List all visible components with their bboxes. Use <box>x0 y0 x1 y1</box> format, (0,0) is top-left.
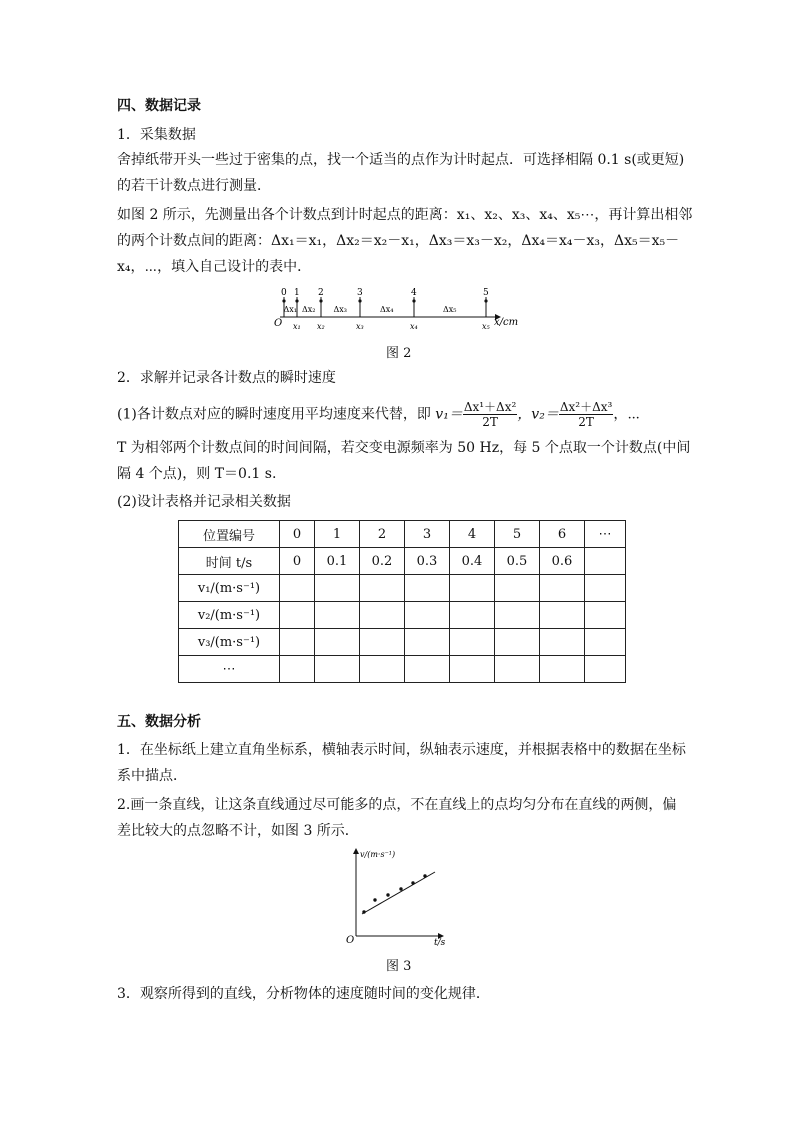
table-cell <box>450 656 495 683</box>
v1-label: v₁＝ <box>435 406 463 423</box>
formula-line <box>117 400 640 429</box>
table-cell <box>315 575 360 602</box>
fig2-segment-label: Δx₂ <box>302 305 316 314</box>
table-cell <box>540 629 585 656</box>
fig2-position-label: x₃ <box>356 322 364 331</box>
fig2-point-label: 2 <box>318 288 324 298</box>
table-cell <box>585 656 626 683</box>
table-row <box>179 575 626 602</box>
table-cell <box>280 656 315 683</box>
fig2-origin-label: O <box>274 318 283 329</box>
table-cell: 3 <box>405 521 450 548</box>
table-cell: ⋯ <box>585 521 626 548</box>
paragraph-line: 差比较大的点忽略不计，如图 3 所示． <box>117 823 359 839</box>
table-cell <box>315 656 360 683</box>
table-cell: 0 <box>280 521 315 548</box>
table-row-header: 时间 t/s <box>179 548 280 575</box>
table-row-header: v₂/(m·s⁻¹) <box>179 602 280 629</box>
table-cell: 0.5 <box>495 548 540 575</box>
data-point <box>373 898 376 901</box>
table-row-header: v₁/(m·s⁻¹) <box>179 575 280 602</box>
table-row <box>179 629 626 656</box>
paragraph-line: 的两个计数点间的距离：Δx₁＝x₁，Δx₂＝x₂－x₁，Δx₃＝x₃－x₂，Δx₄＝x₄－x₃，Δx₅＝x₅－ <box>117 233 680 249</box>
table-row-header: ⋯ <box>179 656 280 683</box>
formula-suffix: ，⋯ <box>613 406 640 423</box>
table-cell <box>450 629 495 656</box>
section5-heading: 五、数据分析 <box>117 714 201 730</box>
table-cell <box>360 629 405 656</box>
table-cell <box>360 602 405 629</box>
data-table <box>178 520 626 683</box>
table-cell <box>315 629 360 656</box>
fig2-count-point <box>319 299 322 302</box>
paragraph-line: T 为相邻两个计数点间的时间间隔，若交变电源频率为 50 Hz，每 5 个点取一个计数点(中间 <box>117 440 691 456</box>
fig2-position-label: x₅ <box>482 322 490 331</box>
sub-heading-collect: 1．采集数据 <box>117 127 196 143</box>
table-cell <box>540 602 585 629</box>
figure-2-tape-diagram <box>270 286 530 336</box>
table-cell: 0.6 <box>540 548 585 575</box>
fig2-position-label: x₁ <box>293 322 301 331</box>
figure-2-caption: 图 2 <box>386 346 412 361</box>
table-cell <box>450 575 495 602</box>
table-cell <box>495 575 540 602</box>
sub-heading-velocity: 2．求解并记录各计数点的瞬时速度 <box>117 370 336 386</box>
fig2-point-label: 5 <box>483 288 489 298</box>
table-row-header: v₃/(m·s⁻¹) <box>179 629 280 656</box>
paragraph-line: 的若干计数点进行测量． <box>117 178 271 194</box>
table-cell <box>405 575 450 602</box>
v2-numerator: Δx²＋Δx³ <box>559 400 613 414</box>
fig2-point-label: 4 <box>411 288 417 298</box>
figure-3-caption: 图 3 <box>386 959 412 974</box>
table-cell: 6 <box>540 521 585 548</box>
data-point <box>423 874 426 877</box>
table-cell <box>315 602 360 629</box>
table-cell <box>495 629 540 656</box>
data-point <box>386 893 389 896</box>
fig2-count-point <box>282 299 285 302</box>
fig3-origin-label: O <box>346 935 355 946</box>
fig2-segment-label: Δx₁ <box>283 305 297 314</box>
table-cell <box>540 575 585 602</box>
paragraph-line: (2)设计表格并记录相关数据 <box>117 494 291 510</box>
table-row <box>179 656 626 683</box>
data-point <box>411 881 414 884</box>
paragraph-line: 隔 4 个点)，则 T＝0.1 s. <box>117 466 277 482</box>
fig2-point-label: 0 <box>281 288 287 298</box>
fig2-count-point <box>295 299 298 302</box>
fig2-count-point <box>412 299 415 302</box>
fit-line <box>362 872 435 914</box>
paragraph-line: 舍掉纸带开头一些过于密集的点，找一个适当的点作为计时起点．可选择相隔 0.1 s(或更短) <box>117 152 685 168</box>
paragraph-line: 如图 2 所示，先测量出各个计数点到计时起点的距离：x₁、x₂、x₃、x₄、x₅⋯，再计算出相邻 <box>117 207 693 223</box>
table-cell: 0 <box>280 548 315 575</box>
table-cell <box>585 575 626 602</box>
paragraph-line: 系中描点． <box>117 768 187 784</box>
paragraph-line: 3．观察所得到的直线，分析物体的速度随时间的变化规律． <box>117 986 490 1002</box>
table-cell <box>585 629 626 656</box>
table-cell <box>280 602 315 629</box>
v2-denominator: 2T <box>578 415 594 429</box>
table-cell <box>360 575 405 602</box>
fig2-axis-label: x/cm <box>494 317 519 328</box>
table-cell <box>360 656 405 683</box>
table-cell <box>405 656 450 683</box>
figure-3-vt-graph <box>340 842 460 948</box>
table-cell <box>280 629 315 656</box>
fig2-count-point <box>484 299 487 302</box>
table-cell: 0.3 <box>405 548 450 575</box>
fig3-y-axis-label: v/(m·s⁻¹) <box>360 850 396 859</box>
section4-heading: 四、数据记录 <box>117 98 201 114</box>
fig2-position-label: x₄ <box>410 322 418 331</box>
data-point <box>362 910 365 913</box>
v1-numerator: Δx¹＋Δx² <box>463 400 517 414</box>
formula-prefix: (1)各计数点对应的瞬时速度用平均速度来代替，即 <box>117 406 436 423</box>
fig2-segment-label: Δx₅ <box>443 305 457 314</box>
fig3-x-axis-label: t/s <box>434 938 446 948</box>
table-row <box>179 602 626 629</box>
paragraph-line: 2.画一条直线，让这条直线通过尽可能多的点，不在直线上的点均匀分布在直线的两侧，偏 <box>117 797 677 813</box>
table-cell <box>405 602 450 629</box>
table-cell <box>495 602 540 629</box>
table-cell <box>405 629 450 656</box>
fig2-point-label: 3 <box>357 288 363 298</box>
table-cell: 0.4 <box>450 548 495 575</box>
table-cell <box>585 548 626 575</box>
paragraph-line: 1．在坐标纸上建立直角坐标系，横轴表示时间，纵轴表示速度，并根据表格中的数据在坐标 <box>117 742 686 758</box>
fig2-segment-label: Δx₃ <box>333 305 347 314</box>
table-cell: 5 <box>495 521 540 548</box>
table-cell <box>450 602 495 629</box>
fig2-point-label: 1 <box>294 288 300 298</box>
paragraph-line: x₄，⋯，填入自己设计的表中． <box>117 259 312 275</box>
table-cell <box>495 656 540 683</box>
fig2-position-label: x₂ <box>317 322 325 331</box>
data-point <box>399 887 402 890</box>
table-cell <box>585 602 626 629</box>
table-cell: 0.2 <box>360 548 405 575</box>
v1-fraction <box>463 400 518 429</box>
table-row <box>179 548 626 575</box>
table-cell: 0.1 <box>315 548 360 575</box>
fig2-count-point <box>358 299 361 302</box>
v2-label: ，v₂＝ <box>517 406 559 423</box>
table-row <box>179 521 626 548</box>
table-cell <box>280 575 315 602</box>
fig2-segment-label: Δx₄ <box>380 305 394 314</box>
table-row-header: 位置编号 <box>179 521 280 548</box>
table-cell: 4 <box>450 521 495 548</box>
table-cell: 1 <box>315 521 360 548</box>
v1-denominator: 2T <box>482 415 498 429</box>
v2-fraction <box>559 400 614 429</box>
table-cell: 2 <box>360 521 405 548</box>
table-cell <box>540 656 585 683</box>
